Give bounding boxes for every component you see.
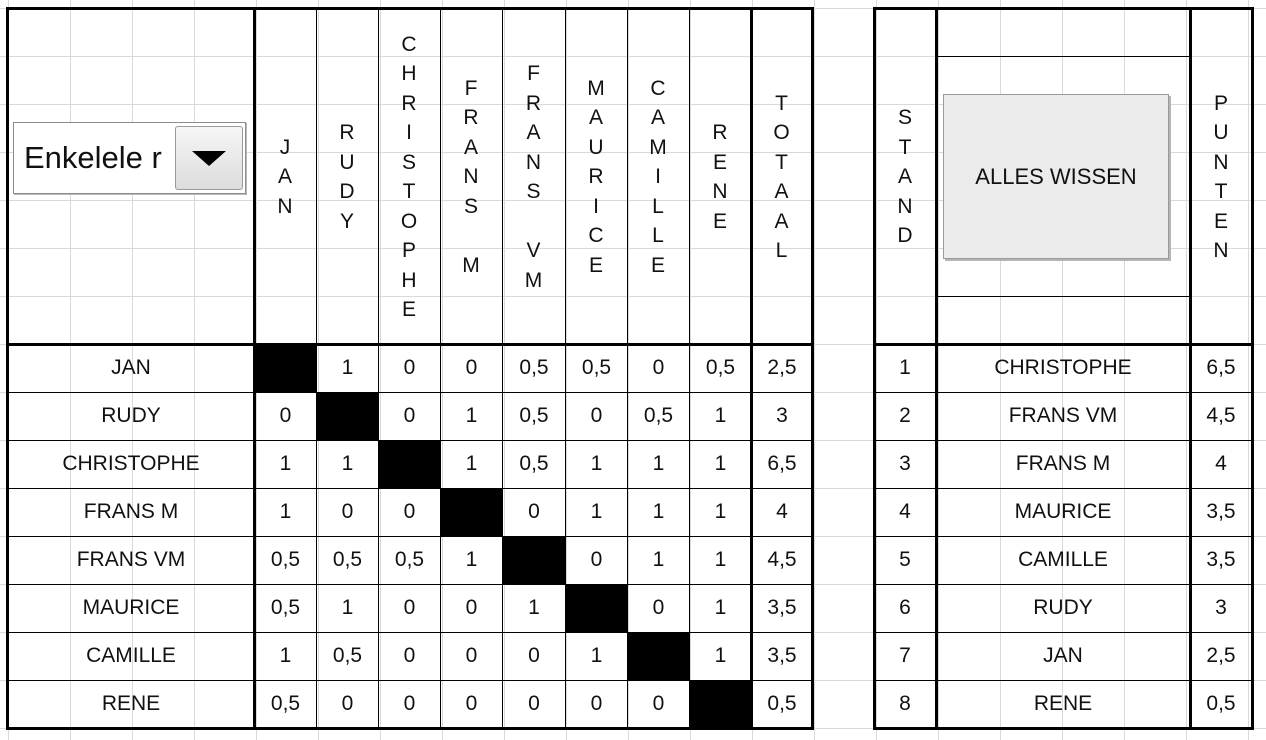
header-letter: D — [897, 224, 913, 248]
result-cell[interactable]: 1 — [528, 596, 540, 619]
column-header — [255, 10, 315, 344]
result-cell[interactable]: 1 — [590, 644, 603, 667]
grid-line — [936, 56, 1190, 57]
standing-name[interactable]: FRANS M — [1015, 452, 1111, 475]
result-cell[interactable]: 1 — [652, 452, 665, 475]
result-cell[interactable]: 0,5 — [581, 356, 612, 379]
result-cell[interactable]: 0,5 — [643, 404, 674, 427]
result-cell[interactable]: 0,5 — [332, 548, 363, 571]
result-cell[interactable]: 0,5 — [270, 692, 301, 715]
standing-name[interactable]: RENE — [1033, 692, 1093, 715]
dropdown-button[interactable] — [175, 126, 243, 190]
column-header — [690, 10, 750, 344]
header-letter: U — [339, 150, 355, 174]
result-cell[interactable]: 0 — [652, 692, 665, 715]
diagonal-block — [566, 584, 627, 632]
header-letter: O — [773, 121, 790, 144]
row-player-name[interactable]: JAN — [111, 356, 151, 379]
result-cell[interactable]: 0 — [403, 404, 416, 427]
row-player-name[interactable]: RUDY — [101, 404, 161, 427]
header-letter: E — [401, 298, 416, 321]
result-cell[interactable]: 1 — [652, 500, 665, 523]
header-letter: M — [524, 268, 543, 292]
header-letter: R — [525, 91, 542, 115]
header-letter: I — [655, 165, 661, 189]
result-cell[interactable]: 0 — [403, 500, 416, 523]
header-letter: O — [400, 209, 418, 233]
result-cell[interactable]: 0 — [465, 356, 478, 379]
stand-header — [875, 10, 935, 344]
standing-name[interactable]: RUDY — [1033, 596, 1093, 619]
clear-all-button[interactable]: ALLES WISSEN — [943, 94, 1169, 259]
header-letter: T — [775, 150, 788, 174]
result-cell[interactable]: 1 — [279, 644, 292, 667]
header-letter: C — [650, 76, 666, 100]
result-cell[interactable]: 0 — [652, 596, 665, 619]
header-letter: M — [649, 135, 667, 159]
header-letter: Y — [339, 209, 354, 233]
diagonal-block — [441, 488, 502, 536]
result-cell[interactable]: 0 — [341, 692, 354, 715]
standing-rank[interactable]: 8 — [899, 692, 911, 715]
result-cell[interactable]: 1 — [714, 452, 727, 475]
header-letter: A — [526, 121, 541, 144]
diagonal-block — [255, 344, 316, 392]
standing-points[interactable]: 2,5 — [1206, 644, 1236, 667]
result-cell[interactable]: 0 — [528, 500, 540, 523]
header-letter: S — [463, 194, 478, 218]
result-cell[interactable]: 1 — [341, 356, 354, 379]
standing-points[interactable]: 3,5 — [1206, 500, 1236, 523]
punten-header — [1191, 10, 1251, 344]
header-letter: R — [401, 91, 417, 115]
result-cell[interactable]: 0 — [652, 356, 665, 379]
header-letter: C — [588, 224, 604, 248]
result-cell[interactable]: 0,5 — [332, 644, 363, 667]
header-letter: P — [401, 239, 416, 262]
result-cell[interactable]: 0,5 — [705, 356, 736, 379]
header-letter: E — [650, 253, 665, 277]
result-cell[interactable]: 0 — [403, 356, 416, 379]
result-cell[interactable]: 0,5 — [519, 404, 549, 427]
result-cell[interactable]: 1 — [465, 548, 478, 571]
header-letter: L — [652, 224, 664, 248]
result-cell[interactable]: 0,5 — [270, 596, 301, 619]
header-letter: L — [652, 194, 664, 218]
header-letter: V — [526, 239, 541, 262]
total-cell[interactable]: 4,5 — [767, 548, 797, 571]
result-cell[interactable]: 1 — [714, 596, 727, 619]
standing-rank[interactable]: 6 — [899, 596, 911, 619]
row-player-name[interactable]: FRANS M — [83, 500, 179, 523]
standing-name[interactable]: JAN — [1043, 644, 1083, 667]
header-letter: R — [588, 165, 604, 189]
header-letter: U — [1213, 121, 1229, 144]
result-cell[interactable]: 1 — [465, 404, 478, 427]
standing-rank[interactable]: 3 — [899, 452, 911, 475]
header-letter: R — [712, 121, 728, 144]
total-cell[interactable]: 2,5 — [767, 356, 797, 379]
player-select[interactable] — [13, 122, 246, 194]
result-cell[interactable]: 0,5 — [270, 548, 301, 571]
row-player-name[interactable]: MAURICE — [82, 596, 180, 619]
header-letter: T — [898, 135, 912, 159]
header-letter: A — [774, 209, 789, 233]
result-cell[interactable]: 1 — [341, 452, 354, 475]
result-cell[interactable]: 1 — [590, 500, 603, 523]
result-cell[interactable]: 1 — [714, 404, 727, 427]
header-letter: I — [593, 194, 599, 218]
standing-points[interactable]: 3,5 — [1206, 548, 1236, 571]
diagonal-block — [379, 440, 440, 488]
column-header — [441, 10, 501, 344]
grid-line — [1251, 8, 1254, 729]
total-cell[interactable]: 0,5 — [767, 692, 797, 715]
header-letter: E — [1213, 209, 1228, 233]
column-header — [566, 10, 626, 344]
header-letter: S — [897, 106, 912, 130]
standing-points[interactable]: 4,5 — [1206, 404, 1236, 427]
result-cell[interactable]: 0,5 — [394, 548, 425, 571]
grid-line — [936, 296, 1190, 297]
result-cell[interactable]: 0 — [403, 596, 416, 619]
total-cell[interactable]: 3,5 — [767, 644, 797, 667]
column-header — [628, 10, 688, 344]
header-letter: H — [401, 62, 417, 85]
result-cell[interactable]: 1 — [714, 548, 727, 571]
header-letter: I — [406, 121, 412, 144]
header-letter: A — [463, 135, 478, 159]
header-letter: E — [712, 150, 727, 174]
result-cell[interactable]: 0 — [279, 404, 292, 427]
result-cell[interactable]: 0 — [465, 644, 478, 667]
header-letter: C — [401, 32, 417, 56]
header-letter: R — [339, 121, 355, 144]
header-letter: R — [463, 106, 479, 130]
header-letter: A — [277, 165, 292, 189]
header-letter: N — [712, 180, 728, 203]
result-cell[interactable]: 0 — [528, 644, 540, 667]
column-header — [379, 10, 439, 344]
result-cell[interactable]: 1 — [279, 500, 292, 523]
player-select-value: Enkelele r — [24, 140, 162, 175]
diagonal-block — [628, 632, 689, 680]
result-cell[interactable]: 1 — [714, 644, 727, 667]
result-cell[interactable]: 1 — [714, 500, 727, 523]
result-cell[interactable]: 1 — [652, 548, 665, 571]
result-cell[interactable]: 0,5 — [519, 452, 549, 475]
header-letter: J — [279, 135, 291, 159]
standing-name[interactable]: CHRISTOPHE — [994, 356, 1132, 379]
header-letter: N — [1213, 150, 1229, 174]
row-player-name[interactable]: FRANS VM — [76, 548, 186, 571]
header-letter: F — [527, 62, 540, 85]
result-cell[interactable]: 0 — [590, 692, 603, 715]
result-cell[interactable]: 0 — [590, 404, 603, 427]
header-letter: M — [587, 76, 605, 100]
result-cell[interactable]: 0 — [590, 548, 603, 571]
diagonal-block — [690, 680, 751, 728]
chevron-down-icon — [192, 151, 226, 166]
total-cell[interactable]: 3,5 — [767, 596, 797, 619]
result-cell[interactable]: 0 — [465, 596, 478, 619]
total-cell[interactable]: 3 — [776, 404, 788, 427]
header-letter: N — [463, 165, 479, 189]
header-letter: A — [650, 106, 665, 130]
header-letter: S — [526, 180, 541, 203]
header-letter: T — [402, 180, 416, 203]
header-letter: L — [775, 239, 788, 262]
standing-points[interactable]: 3 — [1215, 596, 1227, 619]
result-cell[interactable]: 0 — [465, 692, 478, 715]
header-letter: P — [1213, 91, 1228, 115]
row-player-name[interactable]: RENE — [101, 692, 161, 715]
standing-rank[interactable]: 5 — [899, 548, 911, 571]
header-letter: A — [897, 165, 912, 189]
row-player-name[interactable]: CHRISTOPHE — [62, 452, 200, 475]
standing-name[interactable]: CAMILLE — [1018, 548, 1108, 571]
header-letter: U — [588, 135, 604, 159]
standing-points[interactable]: 6,5 — [1206, 356, 1236, 379]
standing-rank[interactable]: 4 — [899, 500, 911, 523]
diagonal-block — [503, 536, 565, 584]
result-cell[interactable]: 0 — [403, 644, 416, 667]
standing-name[interactable]: FRANS VM — [1008, 404, 1118, 427]
column-header — [752, 10, 811, 344]
result-cell[interactable]: 1 — [341, 596, 354, 619]
header-letter: T — [775, 91, 788, 115]
header-letter: N — [897, 194, 913, 218]
standing-rank[interactable]: 2 — [899, 404, 911, 427]
header-letter: T — [1214, 180, 1228, 203]
header-letter: N — [1213, 239, 1229, 262]
row-player-name[interactable]: CAMILLE — [86, 644, 176, 667]
header-letter: A — [588, 106, 603, 130]
result-cell[interactable]: 0,5 — [519, 356, 549, 379]
standing-rank[interactable]: 1 — [899, 356, 911, 379]
total-cell[interactable]: 4 — [776, 500, 788, 523]
standing-points[interactable]: 0,5 — [1206, 692, 1236, 715]
standing-rank[interactable]: 7 — [899, 644, 911, 667]
header-letter: N — [277, 194, 293, 218]
column-header — [317, 10, 377, 344]
column-header — [503, 10, 564, 344]
header-letter: H — [401, 268, 417, 292]
standing-name[interactable]: MAURICE — [1014, 500, 1112, 523]
header-letter: M — [462, 253, 480, 277]
result-cell[interactable]: 0 — [528, 692, 540, 715]
total-cell[interactable]: 6,5 — [767, 452, 797, 475]
result-cell[interactable]: 0 — [403, 692, 416, 715]
header-letter: F — [464, 76, 478, 100]
result-cell[interactable]: 0 — [341, 500, 354, 523]
diagonal-block — [317, 392, 378, 440]
header-letter: E — [588, 253, 603, 277]
header-letter: A — [774, 180, 789, 203]
header-letter: D — [339, 180, 355, 203]
result-cell[interactable]: 1 — [590, 452, 603, 475]
result-cell[interactable]: 1 — [465, 452, 478, 475]
header-letter: S — [401, 150, 416, 174]
result-cell[interactable]: 1 — [279, 452, 292, 475]
standing-points[interactable]: 4 — [1215, 452, 1227, 475]
header-letter: N — [525, 150, 542, 174]
header-letter: E — [712, 209, 727, 233]
